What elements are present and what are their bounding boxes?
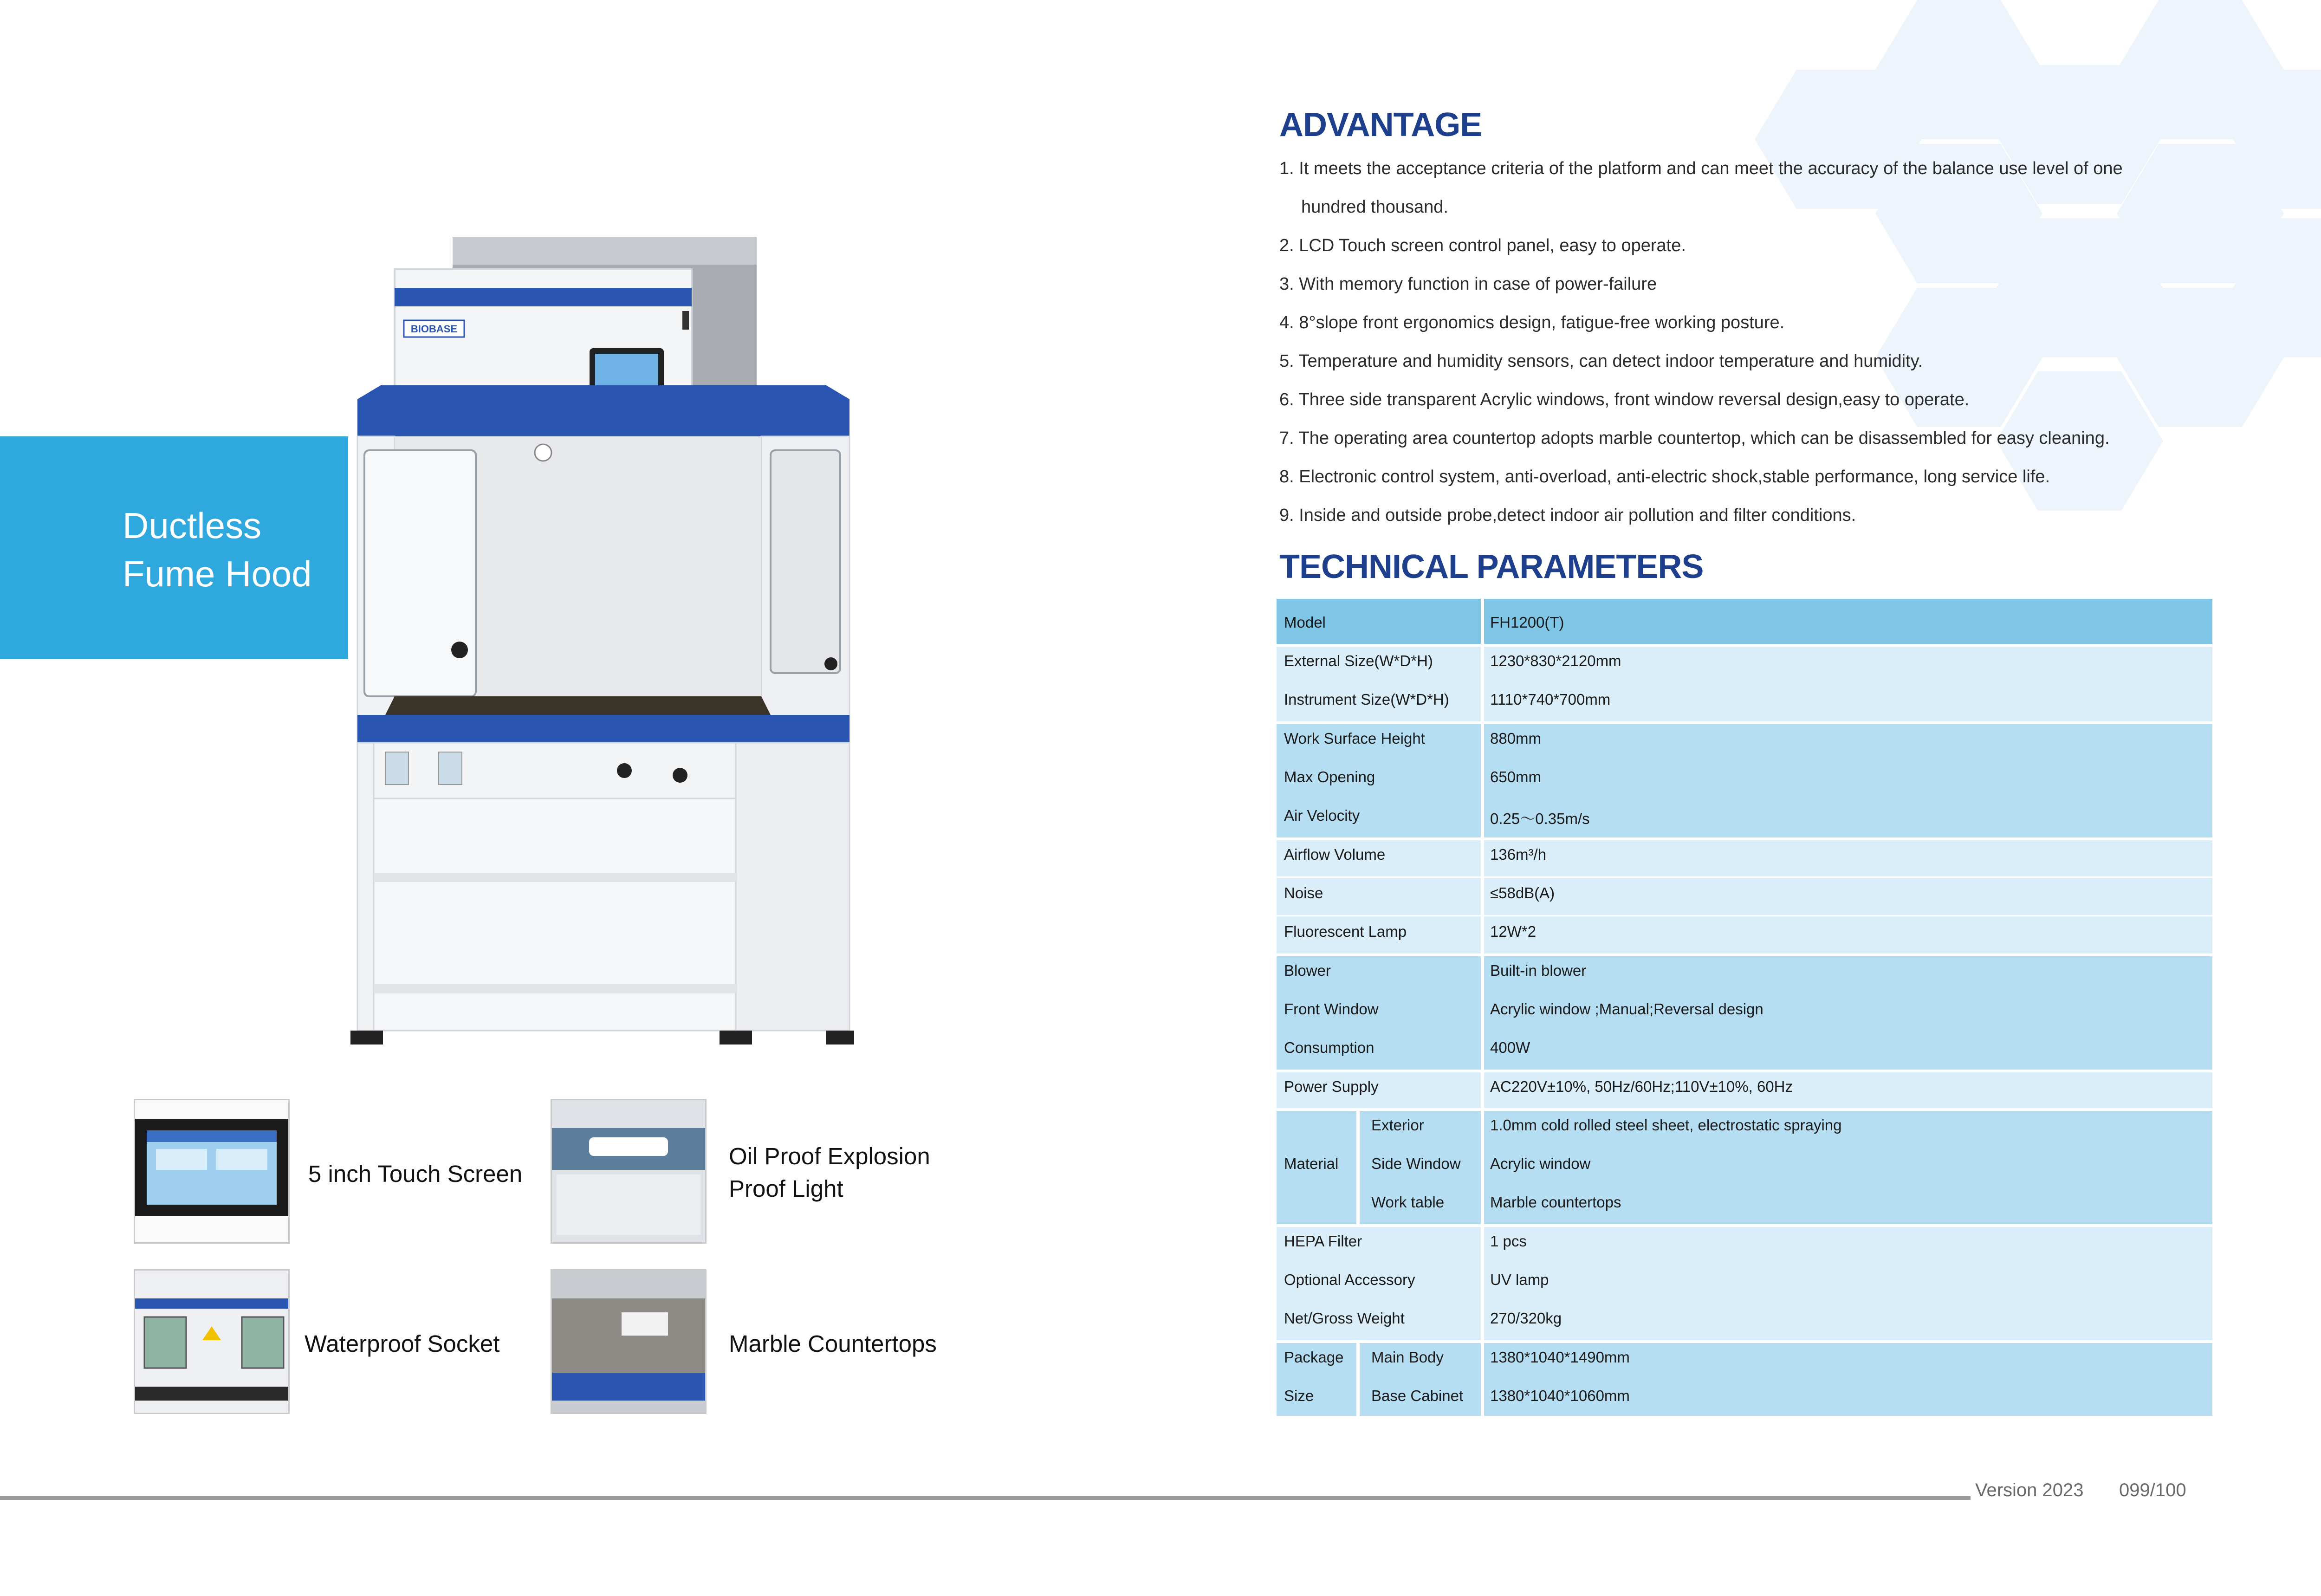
feature-label-touch-screen: 5 inch Touch Screen [308, 1161, 523, 1187]
marble-countertop-thumbnail [551, 1269, 707, 1414]
feature-label-countertop: Marble Countertops [729, 1330, 937, 1357]
advantage-item: 1. It meets the acceptance criteria of the platform and can meet the accuracy of the balance use level of one [1279, 159, 2123, 178]
param-value: 880mm [1490, 730, 1542, 747]
page-number: 099/100 [2119, 1480, 2186, 1500]
param-value: 1.0mm cold rolled steel sheet, electrostatic spraying [1490, 1116, 1842, 1134]
param-sublabel: Side Window [1371, 1155, 1461, 1172]
feature-label-light-line2: Proof Light [729, 1175, 843, 1202]
param-value: Built-in blower [1490, 962, 1587, 979]
feature-label-socket: Waterproof Socket [305, 1330, 500, 1357]
param-value: 12W*2 [1490, 923, 1537, 940]
param-value: UV lamp [1490, 1271, 1549, 1288]
param-label: Fluorescent Lamp [1284, 923, 1407, 940]
waterproof-socket-thumbnail [134, 1269, 290, 1414]
param-label: Net/Gross Weight [1284, 1310, 1405, 1327]
explosion-proof-light-thumbnail [551, 1099, 707, 1244]
param-label: Instrument Size(W*D*H) [1284, 691, 1449, 708]
param-value: 270/320kg [1490, 1310, 1562, 1327]
param-label: Package [1284, 1349, 1344, 1366]
advantage-item: 6. Three side transparent Acrylic windows, front window reversal design,easy to operate. [1279, 390, 1970, 409]
footer-version: Version 2023 [1975, 1480, 2084, 1500]
hexagon-background [1741, 0, 2321, 580]
param-label: Max Opening [1284, 768, 1375, 785]
title-banner [0, 436, 348, 659]
advantage-item: 8. Electronic control system, anti-overload, anti-electric shock,stable performance, long service life. [1279, 467, 2050, 487]
param-label: Model [1284, 614, 1326, 631]
technical-title: TECHNICAL PARAMETERS [1279, 548, 1704, 585]
param-value: 136m³/h [1490, 846, 1547, 863]
param-label: Air Velocity [1284, 807, 1360, 824]
param-value: Marble countertops [1490, 1194, 1621, 1211]
param-label: Material [1284, 1155, 1339, 1172]
param-label: Blower [1284, 962, 1331, 979]
advantage-item: 3. With memory function in case of power-failure [1279, 274, 1657, 294]
param-value: 1380*1040*1060mm [1490, 1387, 1630, 1404]
param-value: Acrylic window ;Manual;Reversal design [1490, 1000, 1763, 1018]
feature-label-light-line1: Oil Proof Explosion [729, 1143, 930, 1169]
advantage-title: ADVANTAGE [1279, 106, 1482, 143]
param-label: HEPA Filter [1284, 1233, 1362, 1250]
fume-hood-image [325, 232, 882, 1068]
param-sublabel: Base Cabinet [1371, 1387, 1464, 1404]
param-label: Consumption [1284, 1039, 1374, 1056]
advantage-item: 7. The operating area countertop adopts marble countertop, which can be disassembled for easy cleaning. [1279, 428, 2110, 448]
touch-screen-thumbnail [134, 1099, 290, 1244]
param-label: External Size(W*D*H) [1284, 652, 1433, 669]
param-label: Airflow Volume [1284, 846, 1386, 863]
param-value: 400W [1490, 1039, 1530, 1056]
param-sublabel: Work table [1371, 1194, 1445, 1211]
advantage-item: 4. 8°slope front ergonomics design, fatigue-free working posture. [1279, 313, 1785, 332]
param-label: Noise [1284, 884, 1323, 902]
param-sublabel: Main Body [1371, 1349, 1444, 1366]
advantage-item: 5. Temperature and humidity sensors, can detect indoor temperature and humidity. [1279, 351, 1923, 371]
param-value: 1230*830*2120mm [1490, 652, 1621, 669]
param-value: 1380*1040*1490mm [1490, 1349, 1630, 1366]
param-value: AC220V±10%, 50Hz/60Hz;110V±10%, 60Hz [1490, 1078, 1793, 1095]
param-value: 1110*740*700mm [1490, 691, 1611, 708]
param-sublabel: Exterior [1371, 1116, 1424, 1134]
advantage-item: 9. Inside and outside probe,detect indoor air pollution and filter conditions. [1279, 506, 1856, 525]
param-value: ≤58dB(A) [1490, 884, 1555, 902]
param-label: Size [1284, 1387, 1314, 1404]
param-label: Optional Accessory [1284, 1271, 1415, 1288]
param-value: Acrylic window [1490, 1155, 1591, 1172]
brand-logo: BIOBASE [410, 323, 458, 335]
advantage-item: hundred thousand. [1301, 197, 1448, 217]
param-value: 0.25～0.35m/s [1490, 810, 1590, 827]
param-label: Front Window [1284, 1000, 1379, 1018]
param-label: Power Supply [1284, 1078, 1379, 1095]
param-value: 650mm [1490, 768, 1542, 785]
product-title-line2: Fume Hood [123, 553, 312, 594]
param-value: 1 pcs [1490, 1233, 1527, 1250]
advantage-item: 2. LCD Touch screen control panel, easy to operate. [1279, 236, 1686, 255]
product-title-line1: Ductless [123, 505, 262, 546]
technical-table [1277, 599, 2212, 1416]
param-label: Work Surface Height [1284, 730, 1425, 747]
footer-divider [0, 1496, 1971, 1500]
param-value: FH1200(T) [1490, 614, 1564, 631]
